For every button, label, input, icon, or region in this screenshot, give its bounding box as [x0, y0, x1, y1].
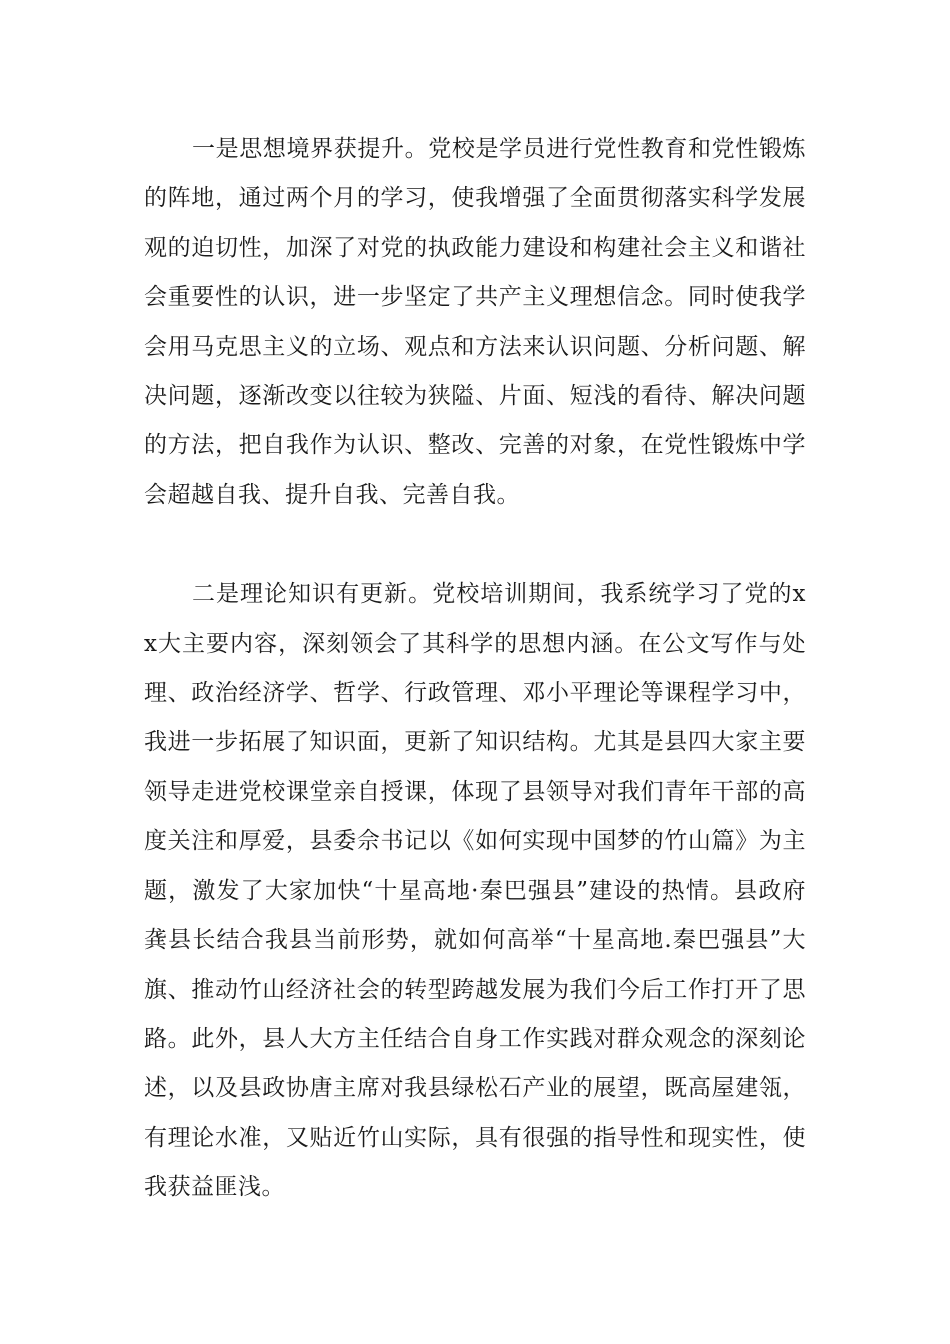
document-body [144, 125, 806, 1213]
paragraph-theoretical-knowledge: 二是理论知识有更新。党校培训期间，我系统学习了党的xx大主要内容，深刻领会了其科学的思想内涵。在公文写作与处理、政治经济学、哲学、行政管理、邓小平理论等课程学习中，我进一步拓展了知识面，更新了知识结构。尤其是县四大家主要领导走进党校课堂亲自授课，体现了县领导对我们青年干部的高度关注和厚爱，县委佘书记以《如何实现中国梦的竹山篇》为主题，激发了大家加快“十星高地·秦巴强县”建设的热情。县政府龚县长结合我县当前形势，就如何高举“十星高地.秦巴强县”大旗、推动竹山经济社会的转型跨越发展为我们今后工作打开了思路。此外，县人大方主任结合自身工作实践对群众观念的深刻论述，以及县政协唐主席对我县绿松石产业的展望，既高屋建瓴，有理论水准，又贴近竹山实际，具有很强的指导性和现实性，使我获益匪浅。 [144, 581, 806, 1201]
paragraph-ideological-improvement: 一是思想境界获提升。党校是学员进行党性教育和党性锻炼的阵地，通过两个月的学习，使我增强了全面贯彻落实科学发展观的迫切性，加深了对党的执政能力建设和构建社会主义和谐社会重要性的认识，进一步坚定了共产主义理想信念。同时使我学会用马克思主义的立场、观点和方法来认识问题、分析问题、解决问题，逐渐改变以往较为狭隘、片面、短浅的看待、解决问题的方法，把自我作为认识、整改、完善的对象，在党性锻炼中学会超越自我、提升自我、完善自我。 [144, 136, 806, 508]
